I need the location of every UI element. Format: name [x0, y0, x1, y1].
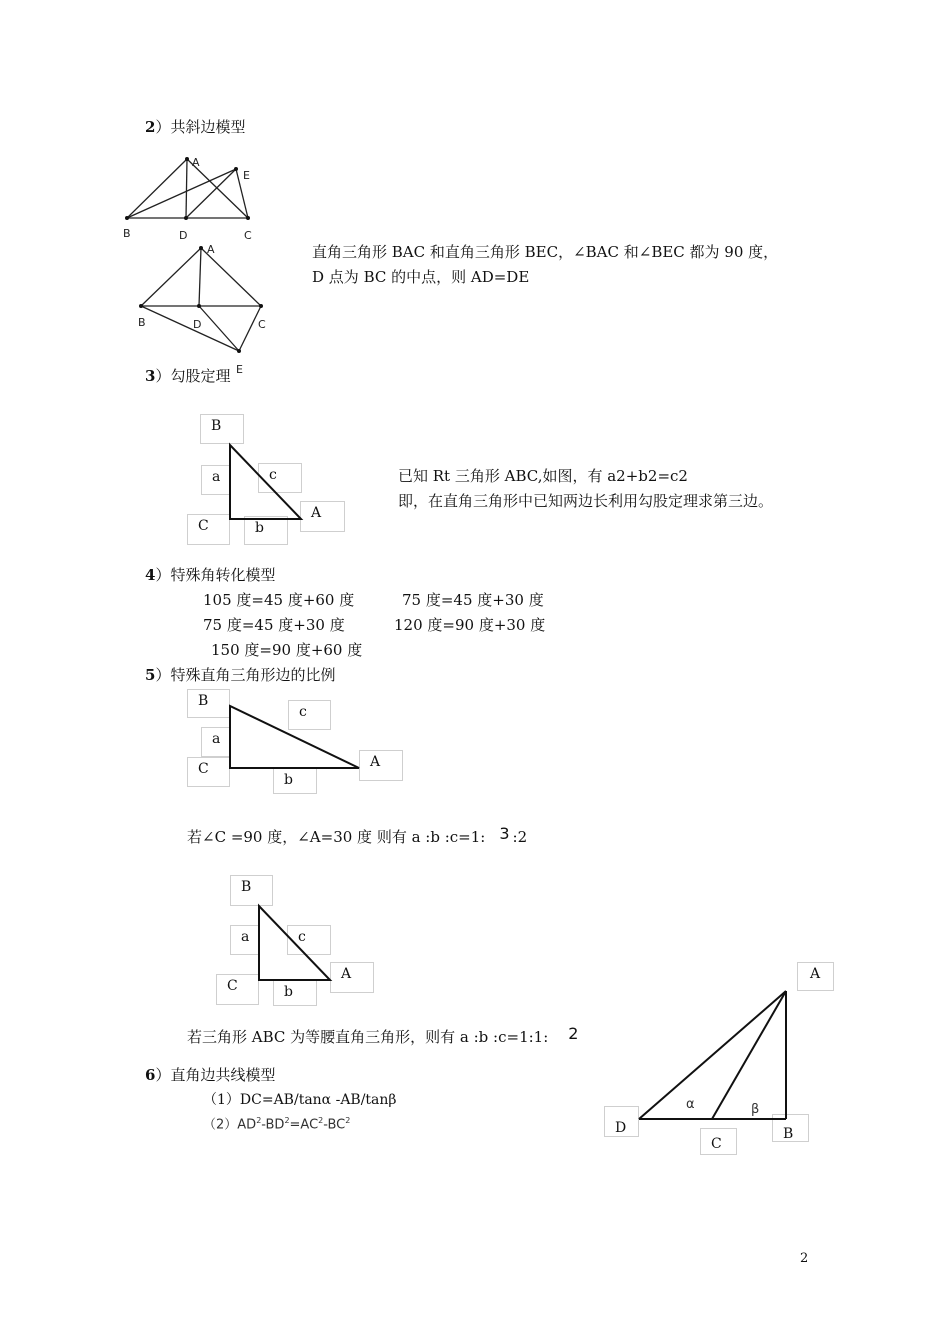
- s6-label-D: D: [604, 1106, 639, 1137]
- section-4-title: ）特殊角转化模型: [155, 566, 276, 584]
- s6-item-2-part4: -BC: [323, 1117, 346, 1133]
- s4-item-5: 150 度=90 度+60 度: [211, 641, 363, 659]
- s5-fig1-label-A: A: [359, 750, 403, 781]
- section-5-title: ）特殊直角三角形边的比例: [155, 666, 336, 684]
- s3-label-C: C: [187, 514, 230, 545]
- s5-fig2-label-c: c: [287, 925, 331, 955]
- s5-fig1-label-C: C: [187, 757, 230, 787]
- fig2-label-E: E: [236, 363, 243, 376]
- section-3-number: 3: [145, 367, 156, 385]
- fig1-label-D: D: [179, 229, 188, 242]
- section-2-number: 2: [145, 118, 156, 136]
- s5-fig1-label-c: c: [288, 700, 331, 730]
- fig2-label-C: C: [258, 318, 266, 331]
- s6-item-2-part3: =AC: [289, 1117, 319, 1133]
- s5-fig1-label-b: b: [273, 768, 317, 794]
- fig2-label-B: B: [138, 316, 146, 329]
- s6-item-2-sup1: 2: [256, 1116, 262, 1125]
- s3-label-c: c: [258, 463, 302, 493]
- s5-ratio-2-sqrt: 2: [568, 1024, 579, 1043]
- s6-item-2-sup2: 2: [284, 1116, 290, 1125]
- s3-label-a: a: [201, 465, 230, 495]
- s6-item-2-part2: -BD: [261, 1117, 285, 1133]
- section-6-number: 6: [145, 1066, 156, 1084]
- s6-item-2-sup4: 2: [345, 1116, 351, 1125]
- s6-item-2-part1: （2）AD: [203, 1117, 257, 1133]
- section-2-title: ）共斜边模型: [155, 118, 246, 136]
- page-number: 2: [800, 1251, 809, 1266]
- section-5-number: 5: [145, 666, 156, 684]
- s5-fig2-label-B: B: [230, 875, 273, 906]
- s3-text-line2: 即，在直角三角形中已知两边长利用勾股定理求第三边。: [398, 492, 774, 510]
- s2-text-line2: D 点为 BC 的中点，则 AD=DE: [312, 268, 530, 286]
- section-6-title: ）直角边共线模型: [155, 1066, 276, 1084]
- s3-label-A: A: [300, 501, 345, 532]
- s4-item-4: 120 度=90 度+30 度: [394, 616, 546, 634]
- s4-item-3: 75 度=45 度+30 度: [203, 616, 345, 634]
- s5-fig2-label-b: b: [273, 980, 317, 1006]
- s5-ratio-1-tail: :2: [512, 828, 528, 846]
- s6-item-2-sup3: 2: [318, 1116, 324, 1125]
- s5-fig2-label-C: C: [216, 974, 259, 1005]
- s4-item-2: 75 度=45 度+30 度: [402, 591, 544, 609]
- s5-ratio-2-text: 若三角形 ABC 为等腰直角三角形，则有 a :b :c=1:1:: [187, 1028, 549, 1046]
- s3-text-line1: 已知 Rt 三角形 ABC,如图，有 a2+b2=c2: [398, 467, 688, 485]
- fig1-label-C: C: [244, 229, 252, 242]
- fig2-label-A: A: [207, 243, 215, 256]
- s5-fig2-label-a: a: [230, 925, 259, 955]
- s4-item-1: 105 度=45 度+60 度: [203, 591, 355, 609]
- s6-label-beta: β: [751, 1102, 760, 1117]
- s3-label-b: b: [244, 516, 288, 545]
- s6-label-A: A: [797, 962, 834, 991]
- s2-text-line1: 直角三角形 BAC 和直角三角形 BEC，∠BAC 和∠BEC 都为 90 度，: [312, 243, 779, 261]
- s3-label-B: B: [200, 414, 244, 444]
- s5-fig1-label-a: a: [201, 727, 230, 757]
- s5-fig1-label-B: B: [187, 689, 230, 718]
- s6-item-1: （1）DC=AB/tanα -AB/tanβ: [203, 1092, 397, 1108]
- fig1-label-A: A: [192, 156, 200, 169]
- fig1-label-E: E: [243, 169, 250, 182]
- s5-ratio-1-text: 若∠C =90 度，∠A=30 度 则有 a :b :c=1:: [187, 828, 486, 846]
- section-3-title: ）勾股定理: [155, 367, 231, 385]
- s6-label-alpha: α: [686, 1097, 695, 1112]
- fig2-label-D: D: [193, 318, 202, 331]
- s6-label-B: B: [772, 1114, 809, 1142]
- section-4-number: 4: [145, 566, 156, 584]
- s5-fig2-label-A: A: [330, 962, 374, 993]
- s6-label-C: C: [700, 1128, 737, 1155]
- fig1-label-B: B: [123, 227, 131, 240]
- s5-ratio-1-sqrt: 3: [499, 824, 510, 843]
